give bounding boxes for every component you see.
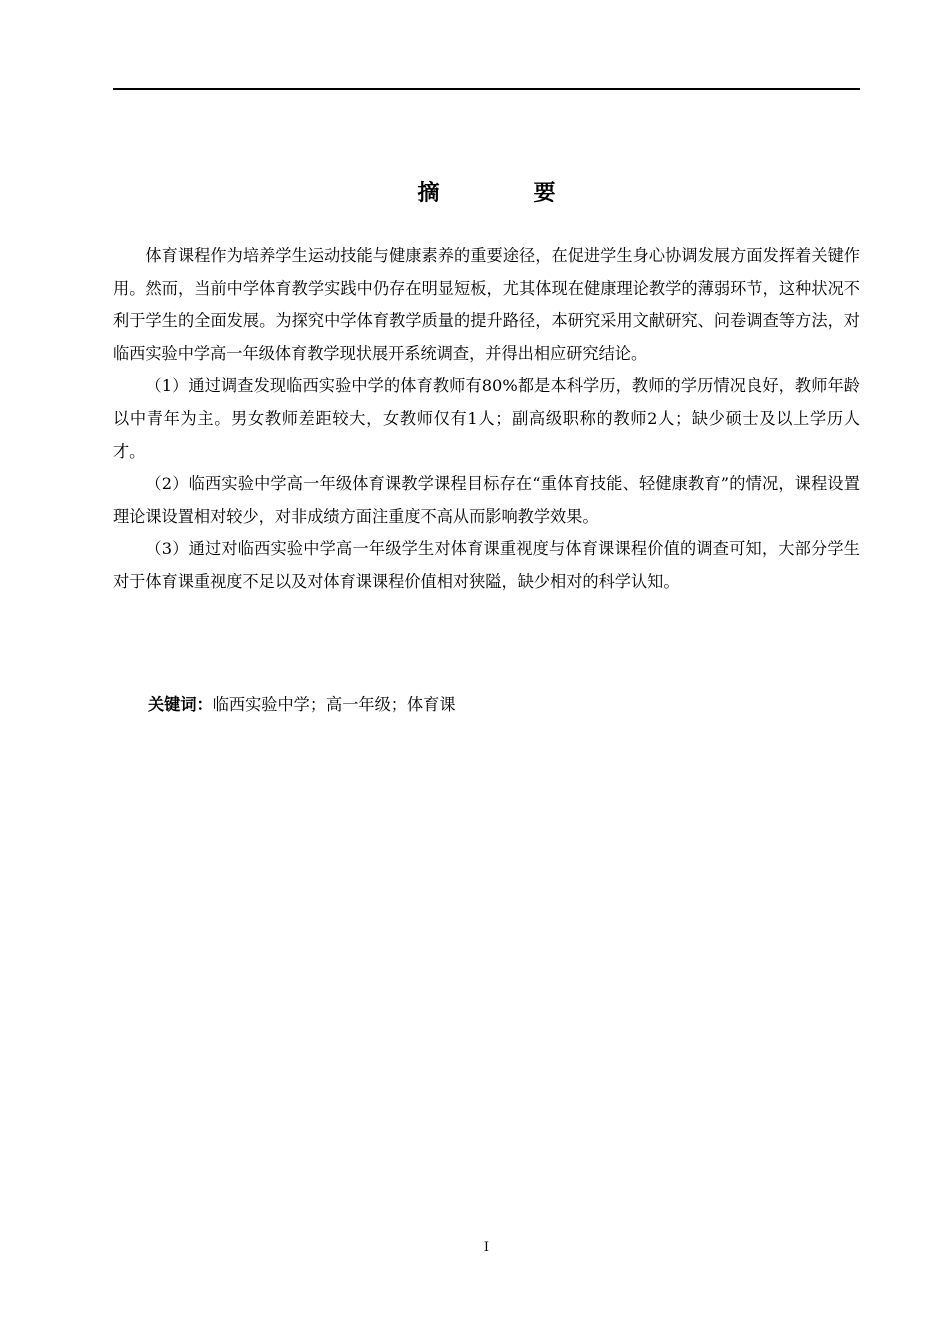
page-number: I (483, 1240, 490, 1255)
abstract-body (113, 240, 860, 599)
keywords-line (113, 690, 860, 720)
keywords-label: 关键词： (148, 695, 213, 714)
abstract-paragraph-finding-1: （1）通过调查发现临西实验中学的体育教师有80%都是本科学历，教师的学历情况良好，教师年龄以中青年为主。男女教师差距较大，女教师仅有1人；副高级职称的教师2人；缺少硕士及以上学历人才。 (113, 376, 860, 461)
abstract-paragraph-finding-2: （2）临西实验中学高一年级体育课教学课程目标存在“重体育技能、轻健康教育”的情况，课程设置理论课设置相对较少，对非成绩方面注重度不高从而影响教学效果。 (113, 474, 860, 526)
page-title: 摘 要 (417, 181, 592, 206)
abstract-paragraph-intro: 体育课程作为培养学生运动技能与健康素养的重要途径，在促进学生身心协调发展方面发挥着关键作用。然而，当前中学体育教学实践中仍存在明显短板，尤其体现在健康理论教学的薄弱环节，这种状况不利于学生的全面发展。为探究中学体育教学质量的提升路径，本研究采用文献研究、问卷调查等方法，对临西实验中学高一年级体育教学现状展开系统调查，并得出相应研究结论。 (113, 246, 860, 363)
keywords-value: 临西实验中学；高一年级；体育课 (212, 695, 456, 714)
abstract-paragraph-finding-3: （3）通过对临西实验中学高一年级学生对体育课重视度与体育课课程价值的调查可知，大部分学生对于体育课重视度不足以及对体育课课程价值相对狭隘，缺少相对的科学认知。 (113, 539, 860, 591)
header-rule (113, 88, 860, 90)
